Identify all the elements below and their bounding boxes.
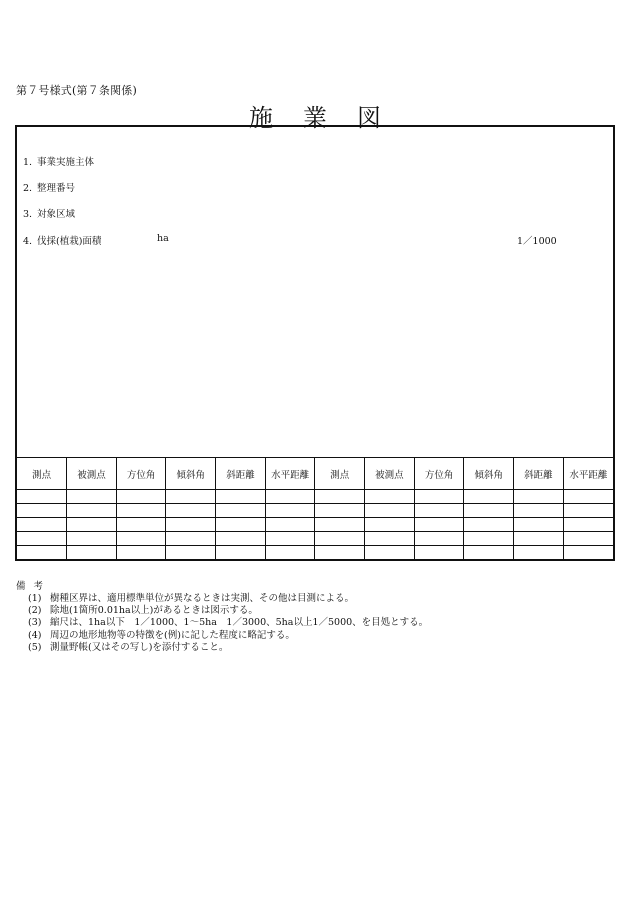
survey-cell[interactable] [514,504,564,518]
survey-cell[interactable] [166,504,216,518]
survey-cell[interactable] [414,546,464,560]
note-text: 縮尺は、1ha以下 1／1000、1～5ha 1／3000、5ha以上1／5000、を目処とする。 [50,617,429,629]
field-reference-number [23,180,75,194]
col-header: 傾斜角 [166,458,216,490]
note-index: (2) [28,605,42,617]
field-target-area [23,206,75,220]
field-label: 整理番号 [37,183,76,194]
survey-cell[interactable] [116,546,166,560]
survey-cell[interactable] [563,532,613,546]
survey-row [17,518,613,532]
survey-cell[interactable] [563,546,613,560]
survey-row [17,532,613,546]
note-item [28,605,428,617]
survey-cell[interactable] [116,490,166,504]
notes-heading: 備考 [16,581,52,592]
area-unit: ha [157,233,169,244]
field-label: 事業実施主体 [37,157,95,168]
survey-cell[interactable] [464,518,514,532]
col-header: 斜距離 [216,458,266,490]
note-text: 除地(1箇所0.01ha以上)があるときは図示する。 [50,605,258,617]
notes-section [16,578,428,654]
survey-cell[interactable] [216,504,266,518]
survey-cell[interactable] [17,546,67,560]
survey-cell[interactable] [166,518,216,532]
survey-row [17,546,613,560]
survey-cell[interactable] [315,532,365,546]
survey-cell[interactable] [265,532,315,546]
survey-cell[interactable] [216,532,266,546]
survey-cell[interactable] [265,518,315,532]
survey-cell[interactable] [17,490,67,504]
note-index: (3) [28,617,42,629]
field-felling-area [23,233,101,247]
survey-body [17,490,613,560]
survey-cell[interactable] [365,546,415,560]
survey-cell[interactable] [315,546,365,560]
survey-cell[interactable] [563,490,613,504]
survey-cell[interactable] [67,532,117,546]
form-number: 第７号様式(第７条関係) [16,84,137,97]
page-title: 施業図 [249,104,411,132]
survey-row [17,504,613,518]
form-frame [15,125,615,561]
survey-cell[interactable] [116,518,166,532]
survey-row [17,490,613,504]
survey-cell[interactable] [464,504,514,518]
survey-cell[interactable] [315,504,365,518]
note-item [28,630,428,642]
survey-cell[interactable] [464,546,514,560]
survey-cell[interactable] [67,518,117,532]
col-header: 水平距離 [563,458,613,490]
note-text: 樹種区界は、適用標準単位が異なるときは実測、その他は目測による。 [50,593,355,604]
survey-cell[interactable] [514,546,564,560]
survey-cell[interactable] [67,546,117,560]
col-header: 被測点 [67,458,117,490]
survey-cell[interactable] [265,546,315,560]
survey-cell[interactable] [116,532,166,546]
survey-cell[interactable] [563,504,613,518]
survey-cell[interactable] [166,490,216,504]
field-label: 伐採(植栽)面積 [37,236,102,247]
survey-cell[interactable] [365,518,415,532]
survey-cell[interactable] [265,490,315,504]
note-text: 測量野帳(又はその写し)を添付すること。 [50,641,229,653]
survey-cell[interactable] [563,518,613,532]
survey-cell[interactable] [17,532,67,546]
survey-table [17,457,613,560]
survey-cell[interactable] [216,546,266,560]
survey-cell[interactable] [414,532,464,546]
note-item [28,593,428,605]
survey-cell[interactable] [414,518,464,532]
survey-cell[interactable] [216,518,266,532]
field-implementing-entity [23,154,94,168]
survey-cell[interactable] [414,504,464,518]
survey-cell[interactable] [315,490,365,504]
note-item [28,617,428,629]
col-header: 斜距離 [514,458,564,490]
survey-cell[interactable] [265,504,315,518]
survey-cell[interactable] [514,532,564,546]
field-number: 4. [23,236,33,247]
note-text: 周辺の地形地物等の特徴を(例)に記した程度に略記する。 [50,629,295,641]
col-header: 測点 [315,458,365,490]
note-index: (4) [28,629,42,641]
survey-cell[interactable] [365,504,415,518]
note-item [28,642,428,654]
col-header: 方位角 [116,458,166,490]
survey-cell[interactable] [166,532,216,546]
field-number: 3. [23,209,33,220]
note-index: (1) [28,593,42,604]
survey-cell[interactable] [365,532,415,546]
survey-cell[interactable] [315,518,365,532]
col-header: 水平距離 [265,458,315,490]
survey-cell[interactable] [514,518,564,532]
survey-cell[interactable] [365,490,415,504]
survey-header-row [17,458,613,490]
survey-cell[interactable] [67,504,117,518]
survey-cell[interactable] [67,490,117,504]
survey-cell[interactable] [216,490,266,504]
col-header: 被測点 [365,458,415,490]
col-header: 方位角 [414,458,464,490]
survey-cell[interactable] [464,490,514,504]
field-number: 2. [23,183,33,194]
col-header: 傾斜角 [464,458,514,490]
survey-cell[interactable] [414,490,464,504]
field-number: 1. [23,157,33,168]
survey-cell[interactable] [464,532,514,546]
survey-cell[interactable] [514,490,564,504]
survey-cell[interactable] [166,546,216,560]
map-scale: 1／1000 [517,236,557,247]
note-index: (5) [28,641,42,653]
survey-cell[interactable] [17,518,67,532]
field-label: 対象区域 [37,209,76,220]
survey-cell[interactable] [116,504,166,518]
survey-cell[interactable] [17,504,67,518]
col-header: 測点 [17,458,67,490]
